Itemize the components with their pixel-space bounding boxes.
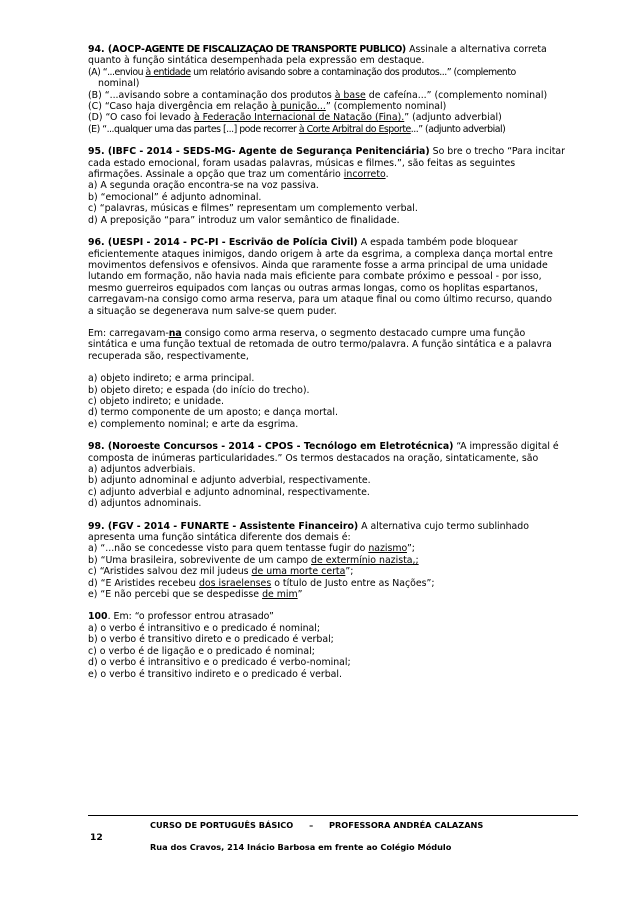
q96-option-d: d) termo componente de um aposto; e dança mortal. bbox=[88, 407, 338, 419]
q96-passage-6: a situação se degenerava num salve-se quem puder. bbox=[88, 305, 337, 317]
q95-option-d: d) A preposição “para” introduz um valor semântico de finalidade. bbox=[88, 214, 400, 226]
q98-stem-2: composta de inúmeras particularidades.” Os termos destacados na oração, sintaticamente, são bbox=[88, 452, 539, 464]
footer-address: Rua dos Cravos, 214 Inácio Barbosa em frente ao Colégio Módulo bbox=[150, 842, 452, 852]
footer-title bbox=[150, 820, 570, 830]
q96-option-a: a) objeto indireto; e arma principal. bbox=[88, 373, 255, 385]
question-94: 94. (AOCP-AGENTE DE FISCALIZAÇÃO DE TRANSPORTE PÚBLICO) Assinale a alternativa correta quanto à função sintática desempenhada pela expressão em destaque. (A) “...enviou à entidade um relatório avisando sobre a contaminação dos produtos...” (complemento nominal) (B) “...avisando sobre a contaminação dos produtos à base de cafeína...” (complemento nominal) (C) “Caso haja divergência em relação à punição...” (complemento nominal) (D) “O caso foi levado à Federação Internacional de Natação (Fina).” (adjunto adverbial) (E) “...qualquer uma das partes [...] pode recorrer à Corte Arbitral do Esporte...” (adjunto adverbial) bbox=[88, 44, 578, 135]
q96-prompt-2: sintática e uma função textual de retomada de outro termo/palavra. A função sintática e a palavra bbox=[88, 339, 552, 351]
q94-option-d: (D) “O caso foi levado à Federação Internacional de Natação (Fina).” (adjunto adverbial) bbox=[88, 112, 502, 124]
question-99 bbox=[88, 521, 578, 601]
footer-divider bbox=[88, 815, 578, 816]
footer-dash: – bbox=[309, 820, 314, 830]
q96-passage-4: mesmo guerreiros equipados com lanças ou outras armas longas, como os hoplitas espartanos, bbox=[88, 282, 538, 294]
q98-option-a: a) adjuntos adverbiais. bbox=[88, 464, 196, 475]
q98-option-b: b) adjunto adnominal e adjunto adverbial, respectivamente. bbox=[88, 475, 371, 487]
q94-option-a-cont: nominal) bbox=[98, 78, 140, 90]
q94-source: AGENTE DE FISCALIZAÇÃO DE TRANSPORTE PÚBLICO bbox=[144, 44, 402, 55]
q100-option-e: e) o verbo é transitivo indireto e o predicado é verbal. bbox=[88, 668, 343, 680]
q94-option-c: (C) “Caso haja divergência em relação à punição...” (complemento nominal) bbox=[88, 101, 447, 113]
q100-option-a: a) o verbo é intransitivo e o predicado é nominal; bbox=[88, 622, 321, 634]
q99-stem-2: apresenta uma função sintática diferente dos demais é: bbox=[88, 532, 351, 544]
footer-teacher: PROFESSORA ANDRÉA CALAZANS bbox=[328, 820, 484, 830]
q100-number: 100 bbox=[88, 611, 108, 623]
question-100 bbox=[88, 611, 578, 679]
q94-number: 94. (AOCP- bbox=[88, 44, 145, 55]
document-body bbox=[88, 44, 578, 691]
q95-stem: So bre o trecho “Para incitar bbox=[429, 146, 565, 158]
q94-option-e: (E) “...qualquer uma das partes [...] pode recorrer à Corte Arbitral do Esporte...” (adjunto adverbial) bbox=[88, 123, 506, 135]
q100-stem: . Em: “o professor entrou atrasado” bbox=[107, 611, 274, 623]
q98-option-d: d) adjuntos adnominais. bbox=[88, 498, 202, 510]
q96-option-e: e) complemento nominal; e arte da esgrima. bbox=[88, 418, 299, 430]
q95-option-a: a) A segunda oração encontra-se na voz passiva. bbox=[88, 180, 319, 192]
question-95 bbox=[88, 146, 578, 226]
question-96 bbox=[88, 237, 578, 430]
q99-stem: A alternativa cujo termo sublinhado bbox=[358, 520, 529, 532]
q100-option-d: d) o verbo é intransitivo e o predicado é verbo-nominal; bbox=[88, 657, 351, 669]
q94-option-a: (A) “...enviou à entidade um relatório avisando sobre a contaminação dos produtos...” (complemento bbox=[88, 66, 516, 78]
q95-option-b: b) “emocional” é adjunto adnominal. bbox=[88, 191, 262, 203]
question-98 bbox=[88, 441, 578, 509]
q99-option-c: c) “Aristides salvou dez mil judeus de uma morte certa”; bbox=[88, 566, 354, 578]
q99-option-b: b) “Uma brasileira, sobrevivente de um campo de extermínio nazista,; bbox=[88, 554, 419, 566]
q94-option-b: (B) “...avisando sobre a contaminação dos produtos à base de cafeína...” (complemento nominal) bbox=[88, 89, 548, 101]
page-number: 12 bbox=[90, 832, 103, 843]
q96-prompt-1: Em: carregavam-na consigo como arma reserva, o segmento destacado cumpre uma função bbox=[88, 327, 526, 339]
q98-option-c: c) adjunto adverbial e adjunto adnominal, respectivamente. bbox=[88, 486, 370, 498]
q100-option-b: b) o verbo é transitivo direto e o predicado é verbal; bbox=[88, 634, 334, 646]
q96-stem: A espada também pode bloquear bbox=[357, 237, 518, 249]
q96-passage-3: lutando em formação, não havia nada mais eficiente para combate próximo e pessoal - por isso, bbox=[88, 271, 542, 283]
q96-passage-2: movimentos defensivos e ofensivos. Ainda que raramente fosse a arma principal de uma unidade bbox=[88, 259, 548, 271]
q99-header: 99. (FGV - 2014 - FUNARTE - Assistente Financeiro) bbox=[88, 520, 359, 532]
q100-option-c: c) o verbo é de ligação e o predicado é nominal; bbox=[88, 645, 315, 657]
q96-prompt-3: recuperada são, respectivamente, bbox=[88, 350, 249, 362]
q98-stem: “A impressão digital é bbox=[453, 441, 559, 453]
q98-header: 98. (Noroeste Concursos - 2014 - CPOS - Tecnólogo em Eletrotécnica) bbox=[88, 441, 454, 453]
q95-stem-3: afirmações. Assinale a opção que traz um comentário incorreto. bbox=[88, 169, 389, 181]
q96-passage-5: carregavam-na consigo como arma reserva, para um ataque final ou como último recurso, quando bbox=[88, 294, 552, 306]
q96-passage-1: eficientemente ataques inimigos, dando origem à arte da esgrima, a complexa dança mortal entre bbox=[88, 248, 553, 260]
q96-option-b: b) objeto direto; e espada (do início do trecho). bbox=[88, 384, 310, 396]
q99-option-d: d) “E Aristides recebeu dos israelenses o título de Justo entre as Nações”; bbox=[88, 577, 435, 589]
q95-stem-2: cada estado emocional, foram usadas palavras, músicas e filmes.”, são feitas as seguintes bbox=[88, 157, 516, 169]
q96-header: 96. (UESPI - 2014 - PC-PI - Escrivão de Polícia Civil) bbox=[88, 237, 358, 249]
q99-option-e: e) “E não percebi que se despedisse de mim” bbox=[88, 589, 303, 601]
q99-option-a: a) “...não se concedesse visto para quem tentasse fugir do nazismo”; bbox=[88, 543, 415, 555]
q95-header: 95. (IBFC - 2014 - SEDS-MG- Agente de Segurança Penitenciária) bbox=[88, 146, 430, 158]
q94-stem-2: quanto à função sintática desempenhada pela expressão em destaque. bbox=[88, 55, 425, 67]
q96-option-c: c) objeto indireto; e unidade. bbox=[88, 395, 224, 407]
q95-option-c: c) “palavras, músicas e filmes” representam um complemento verbal. bbox=[88, 203, 418, 215]
footer-course: CURSO DE PORTUGUÊS BÁSICO bbox=[150, 820, 294, 830]
q94-stem: Assinale a alternativa correta bbox=[406, 44, 547, 55]
